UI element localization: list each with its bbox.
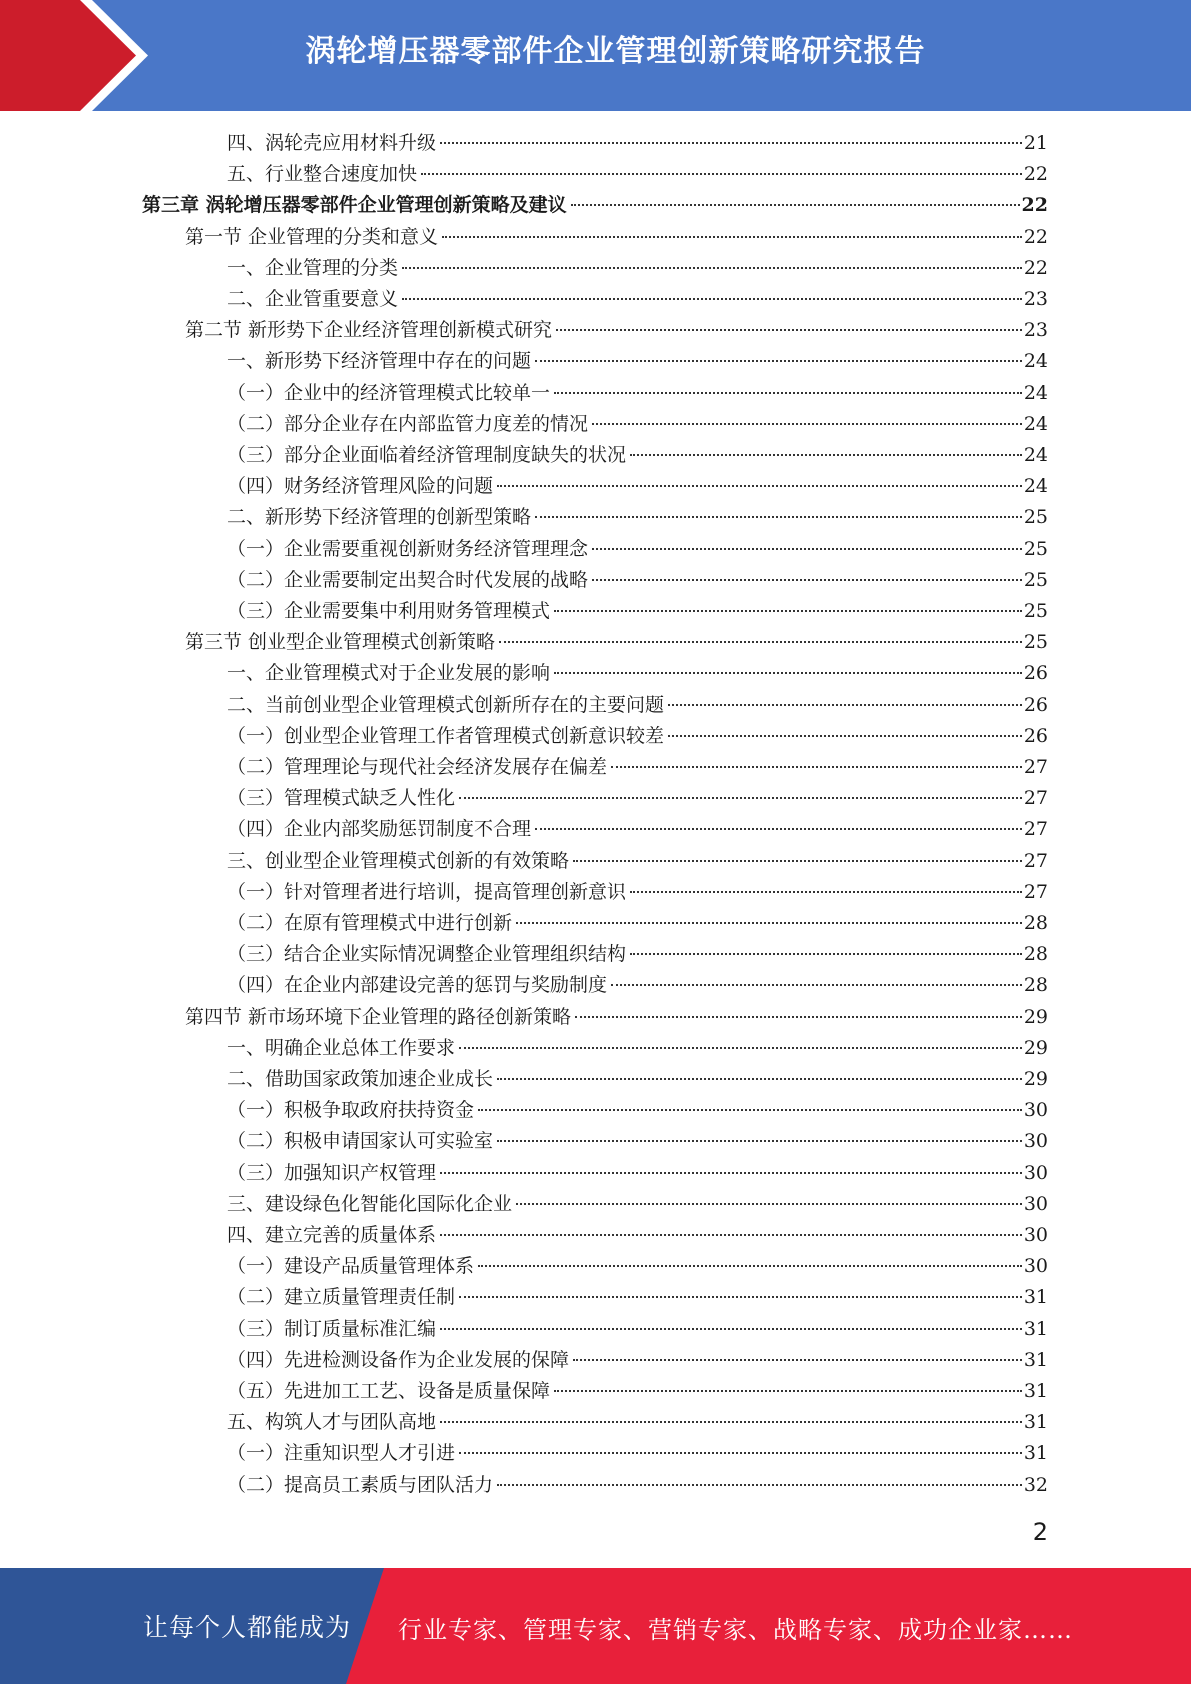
toc-dot-leader: [554, 1390, 1022, 1392]
toc-dot-leader: [668, 704, 1022, 706]
footer-banner: [0, 1568, 1191, 1684]
toc-entry[interactable]: [227, 846, 1048, 877]
toc-dot-leader: [440, 1234, 1022, 1236]
toc-dot-leader: [478, 1109, 1022, 1111]
toc-entry-label: （三）企业需要集中利用财务管理模式: [227, 600, 551, 622]
toc-entry-page: 21: [1023, 132, 1048, 154]
toc-dot-leader: [592, 548, 1022, 550]
toc-entry[interactable]: [185, 315, 1048, 346]
toc-entry-page: 29: [1023, 1036, 1048, 1059]
toc-dot-leader: [459, 1296, 1022, 1298]
toc-entry-page: 25: [1023, 506, 1048, 529]
toc-dot-leader: [630, 953, 1022, 955]
toc-dot-leader: [554, 672, 1022, 674]
toc-entry-label: 五、构筑人才与团队高地: [227, 1411, 437, 1434]
toc-dot-leader: [630, 454, 1022, 456]
toc-entry-label: （三）部分企业面临着经济管理制度缺失的状况: [227, 444, 627, 466]
toc-entry[interactable]: [185, 1002, 1048, 1033]
toc-entry-label: 第三节 创业型企业管理模式创新策略: [185, 631, 496, 654]
toc-entry-page: 32: [1023, 1473, 1048, 1496]
toc-entry[interactable]: [227, 939, 1048, 970]
toc-entry-page: 31: [1023, 1348, 1048, 1371]
toc-dot-leader: [440, 1421, 1022, 1423]
toc-entry[interactable]: [227, 253, 1048, 284]
toc-entry[interactable]: [227, 565, 1048, 596]
toc-entry-page: 30: [1023, 1255, 1048, 1278]
toc-entry-page: 26: [1023, 724, 1048, 747]
toc-dot-leader: [668, 735, 1022, 737]
toc-entry-label: 一、企业管理的分类: [227, 256, 399, 279]
toc-entry[interactable]: [227, 783, 1048, 814]
toc-entry-label: （二）积极申请国家认可实验室: [227, 1130, 494, 1153]
toc-entry[interactable]: [227, 284, 1048, 315]
toc-dot-leader: [535, 360, 1022, 362]
toc-entry-page: 27: [1023, 849, 1048, 872]
toc-entry-page: 28: [1023, 943, 1048, 966]
toc-entry-page: 24: [1023, 444, 1048, 466]
toc-entry[interactable]: [227, 1064, 1048, 1095]
toc-entry-label: 第一节 企业管理的分类和意义: [185, 225, 439, 248]
toc-entry-label: 二、当前创业型企业管理模式创新所存在的主要问题: [227, 693, 665, 716]
toc-entry-page: 25: [1023, 631, 1048, 654]
toc-entry-page: 30: [1023, 1192, 1048, 1215]
toc-entry[interactable]: [227, 1376, 1048, 1407]
toc-entry[interactable]: [227, 1095, 1048, 1126]
toc-entry-label: （五）先进加工工艺、设备是质量保障: [227, 1380, 551, 1402]
toc-entry-label: （四）财务经济管理风险的问题: [227, 475, 494, 498]
toc-entry-label: （三）管理模式缺乏人性化: [227, 787, 456, 810]
toc-dot-leader: [573, 860, 1022, 862]
toc-entry-label: （二）企业需要制定出契合时代发展的战略: [227, 568, 589, 591]
toc-entry[interactable]: [227, 1158, 1048, 1189]
toc-dot-leader: [497, 1078, 1022, 1080]
toc-dot-leader: [611, 766, 1022, 768]
toc-entry[interactable]: [227, 877, 1048, 908]
toc-entry-label: 三、创业型企业管理模式创新的有效策略: [227, 849, 570, 872]
toc-entry-label: 一、新形势下经济管理中存在的问题: [227, 350, 532, 373]
toc-entry-label: 四、涡轮壳应用材料升级: [227, 132, 437, 154]
toc-dot-leader: [459, 797, 1022, 799]
toc-entry[interactable]: [227, 1314, 1048, 1345]
toc-entry-label: （一）企业中的经济管理模式比较单一: [227, 381, 551, 404]
toc-entry[interactable]: [227, 534, 1048, 565]
toc-dot-leader: [573, 1359, 1022, 1361]
toc-entry-page: 31: [1023, 1380, 1048, 1402]
toc-entry[interactable]: [185, 627, 1048, 658]
toc-entry[interactable]: [227, 502, 1048, 533]
toc-entry[interactable]: [227, 128, 1048, 159]
toc-entry-label: 二、借助国家政策加速企业成长: [227, 1068, 494, 1090]
toc-entry-page: 31: [1023, 1442, 1048, 1465]
toc-entry[interactable]: [227, 1470, 1048, 1501]
toc-entry[interactable]: [227, 409, 1048, 440]
toc-entry[interactable]: [227, 690, 1048, 721]
toc-dot-leader: [499, 641, 1022, 643]
toc-dot-leader: [440, 142, 1022, 144]
toc-entry-label: （一）企业需要重视创新财务经济管理理念: [227, 537, 589, 560]
page-number: 2: [1032, 1518, 1048, 1546]
toc-entry-page: 22: [1023, 163, 1048, 186]
toc-dot-leader: [421, 173, 1022, 175]
toc-dot-leader: [402, 298, 1022, 300]
toc-dot-leader: [535, 516, 1022, 518]
toc-entry[interactable]: [227, 1033, 1048, 1064]
toc-entry-label: （二）提高员工素质与团队活力: [227, 1473, 494, 1496]
toc-dot-leader: [440, 1328, 1022, 1330]
toc-entry-label: （四）企业内部奖励惩罚制度不合理: [227, 818, 532, 841]
toc-entry[interactable]: [227, 1251, 1048, 1282]
toc-entry-page: 30: [1023, 1161, 1048, 1184]
toc-entry-page: 24: [1023, 381, 1048, 404]
toc-entry-page: 27: [1023, 880, 1048, 903]
toc-entry-label: 第二节 新形势下企业经济管理创新模式研究: [185, 319, 553, 342]
toc-entry[interactable]: [227, 596, 1048, 627]
toc-dot-leader: [535, 828, 1022, 830]
toc-dot-leader: [592, 423, 1022, 425]
toc-entry-label: （三）加强知识产权管理: [227, 1161, 437, 1184]
toc-entry-label: （一）积极争取政府扶持资金: [227, 1099, 475, 1122]
toc-entry-page: 27: [1023, 818, 1048, 841]
toc-entry[interactable]: [227, 1282, 1048, 1313]
toc-entry[interactable]: [227, 1189, 1048, 1220]
footer-slogan-left: 让每个人都能成为: [143, 1613, 352, 1642]
toc-dot-leader: [556, 329, 1022, 331]
toc-entry-page: 27: [1023, 787, 1048, 810]
toc-entry-page: 30: [1023, 1224, 1048, 1246]
toc-dot-leader: [459, 1452, 1022, 1454]
toc-entry[interactable]: [227, 1126, 1048, 1157]
toc-entry-label: 一、企业管理模式对于企业发展的影响: [227, 662, 551, 685]
toc-entry-page: 31: [1023, 1286, 1048, 1309]
toc-entry-label: 三、建设绿色化智能化国际化企业: [227, 1192, 513, 1215]
toc-entry-page: 24: [1023, 350, 1048, 373]
toc-entry-page: 24: [1023, 412, 1048, 435]
toc-entry-page: 22: [1023, 256, 1048, 279]
toc-dot-leader: [497, 1140, 1022, 1142]
toc-entry[interactable]: [227, 1407, 1048, 1438]
toc-entry[interactable]: [227, 1220, 1048, 1251]
report-title: 涡轮增压器零部件企业管理创新策略研究报告: [305, 34, 926, 69]
toc-entry-page: 29: [1023, 1005, 1048, 1028]
toc-entry-page: 25: [1023, 537, 1048, 560]
toc-entry[interactable]: [227, 378, 1048, 409]
toc-entry-label: 第四节 新市场环境下企业管理的路径创新策略: [185, 1005, 572, 1028]
toc-entry-page: 28: [1023, 974, 1048, 997]
toc-entry-label: 四、建立完善的质量体系: [227, 1224, 437, 1246]
toc-entry-label: （三）制订质量标准汇编: [227, 1317, 437, 1340]
toc-entry[interactable]: [227, 908, 1048, 939]
toc-dot-leader: [554, 610, 1022, 612]
toc-dot-leader: [459, 1047, 1022, 1049]
toc-entry[interactable]: [142, 190, 1048, 221]
toc-entry[interactable]: [227, 159, 1048, 190]
toc-entry-label: （一）针对管理者进行培训，提高管理创新意识: [227, 880, 627, 903]
toc-dot-leader: [630, 891, 1022, 893]
toc-entry-page: 30: [1023, 1130, 1048, 1153]
toc-entry-page: 22: [1021, 194, 1048, 217]
toc-entry-page: 31: [1023, 1411, 1048, 1434]
toc-entry-page: 29: [1023, 1068, 1048, 1090]
toc-entry-label: （二）部分企业存在内部监管力度差的情况: [227, 412, 589, 435]
toc-entry-page: 23: [1023, 319, 1048, 342]
toc-entry-label: （四）先进检测设备作为企业发展的保障: [227, 1348, 570, 1371]
toc-entry[interactable]: [227, 658, 1048, 689]
toc-dot-leader: [478, 1265, 1022, 1267]
toc-entry-label: 一、明确企业总体工作要求: [227, 1036, 456, 1059]
toc-entry-label: 第三章 涡轮增压器零部件企业管理创新策略及建议: [142, 194, 567, 217]
toc-entry-label: （二）管理理论与现代社会经济发展存在偏差: [227, 756, 608, 778]
toc-entry[interactable]: [227, 1345, 1048, 1376]
toc-dot-leader: [402, 267, 1022, 269]
toc-dot-leader: [497, 485, 1022, 487]
toc-entry[interactable]: [185, 222, 1048, 253]
toc-entry-page: 25: [1023, 568, 1048, 591]
toc-entry[interactable]: [227, 970, 1048, 1001]
toc-entry-label: （二）建立质量管理责任制: [227, 1286, 456, 1309]
toc-dot-leader: [611, 984, 1022, 986]
toc-dot-leader: [554, 392, 1022, 394]
toc-entry-page: 28: [1023, 912, 1048, 934]
toc-entry-page: 26: [1023, 693, 1048, 716]
toc-dot-leader: [516, 1203, 1022, 1205]
toc-entry[interactable]: [227, 814, 1048, 845]
toc-entry-page: 22: [1023, 225, 1048, 248]
toc-entry-label: 五、行业整合速度加快: [227, 163, 418, 186]
toc-entry[interactable]: [227, 752, 1048, 783]
toc-dot-leader: [592, 579, 1022, 581]
toc-entry-label: 二、企业管重要意义: [227, 288, 399, 310]
toc-dot-leader: [516, 922, 1022, 924]
footer-slogan-right: 行业专家、管理专家、营销专家、战略专家、成功企业家……: [398, 1616, 1073, 1644]
toc-entry-page: 25: [1023, 600, 1048, 622]
toc-entry-label: （一）建设产品质量管理体系: [227, 1255, 475, 1278]
toc-entry-page: 30: [1023, 1099, 1048, 1122]
toc-entry-label: 二、新形势下经济管理的创新型策略: [227, 506, 532, 529]
toc-entry-page: 26: [1023, 662, 1048, 685]
toc-entry-label: （二）在原有管理模式中进行创新: [227, 912, 513, 934]
toc-entry[interactable]: [227, 471, 1048, 502]
toc-entry-label: （三）结合企业实际情况调整企业管理组织结构: [227, 943, 627, 966]
toc-entry-label: （一）创业型企业管理工作者管理模式创新意识较差: [227, 724, 665, 747]
toc-dot-leader: [575, 1016, 1022, 1018]
toc-entry-page: 27: [1023, 756, 1048, 778]
toc-entry[interactable]: [227, 346, 1048, 377]
toc-dot-leader: [497, 1484, 1022, 1486]
toc-entry-label: （四）在企业内部建设完善的惩罚与奖励制度: [227, 974, 608, 997]
toc-entry-label: （一）注重知识型人才引进: [227, 1442, 456, 1465]
toc-entry-page: 31: [1023, 1317, 1048, 1340]
toc-dot-leader: [440, 1172, 1022, 1174]
toc-entry[interactable]: [227, 721, 1048, 752]
toc-dot-leader: [571, 204, 1020, 206]
toc-entry[interactable]: [227, 440, 1048, 471]
toc-entry[interactable]: [227, 1438, 1048, 1469]
toc-dot-leader: [442, 236, 1022, 238]
toc-entry-page: 23: [1023, 288, 1048, 310]
report-header: [0, 0, 1191, 111]
toc-entry-page: 24: [1023, 475, 1048, 498]
